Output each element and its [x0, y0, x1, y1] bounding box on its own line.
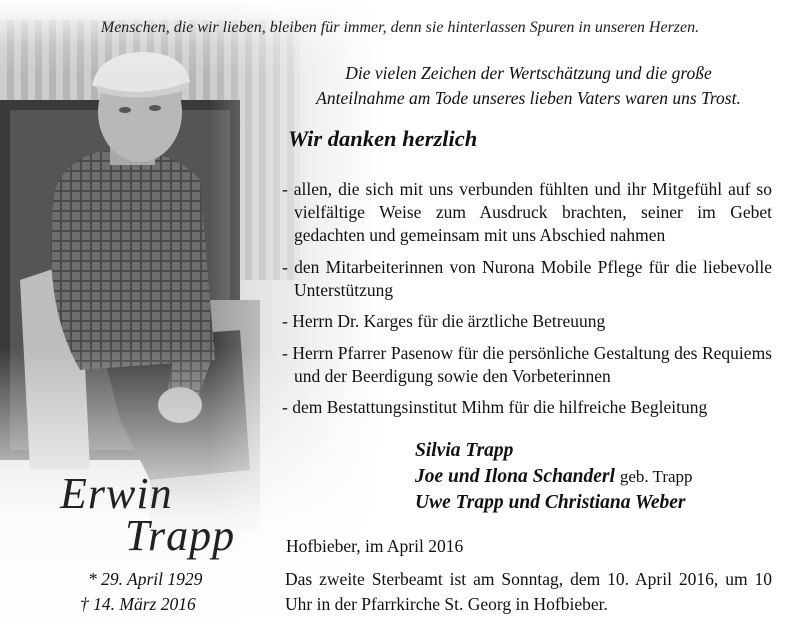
signatory: Uwe Trapp und Christiana Weber [415, 492, 686, 513]
intro-text [286, 61, 771, 111]
thanks-item: - Herrn Dr. Karges für die ärztliche Betreuung [282, 311, 606, 331]
motto: Menschen, die wir lieben, bleiben für immer, denn sie hinterlassen Spuren in unseren Herzen. [100, 19, 700, 36]
thanks-heading: Wir danken herzlich [288, 126, 478, 151]
thanks-item: - allen, die sich mit uns verbunden fühlten und ihr Mitgefühl auf so vielfältige Weise zum Ausdruck brachten, seiner im Gebet gedachten und gemeinsam mit uns Abschied nahmen [282, 179, 772, 245]
deceased-last-name: Trapp [125, 511, 236, 560]
intro-line-2: Anteilnahme am Tode unseres lieben Vaters waren uns Trost. [316, 88, 741, 108]
thanks-item: - Herrn Pfarrer Pasenow für die persönliche Gestaltung des Requiems und der Beerdigung sowie den Vorbeterinnen [282, 343, 772, 386]
intro-line-1: Die vielen Zeichen der Wertschätzung und die große [345, 63, 712, 83]
signatory-note: geb. Trapp [619, 467, 693, 486]
thanks-item: - dem Bestattungsinstitut Mihm für die hilfreiche Begleitung [282, 397, 708, 417]
signatory: Joe und Ilona Schanderl geb. Trapp [415, 466, 693, 487]
death-date: † 14. März 2016 [80, 594, 196, 614]
birth-date: * 29. April 1929 [88, 569, 203, 589]
place-date: Hofbieber, im April 2016 [286, 536, 464, 556]
thanks-item: - den Mitarbeiterinnen von Nurona Mobile Pflege für die liebevolle Unterstützung [282, 257, 772, 300]
deceased-first-name: Erwin [60, 469, 173, 518]
burial-note: Das zweite Sterbeamt ist am Sonntag, dem 10. April 2016, um 10 Uhr in der Pfarrkirche St. Georg in Hofbieber. [285, 569, 772, 614]
signatory: Silvia Trapp [415, 440, 514, 461]
signatories [415, 438, 693, 516]
